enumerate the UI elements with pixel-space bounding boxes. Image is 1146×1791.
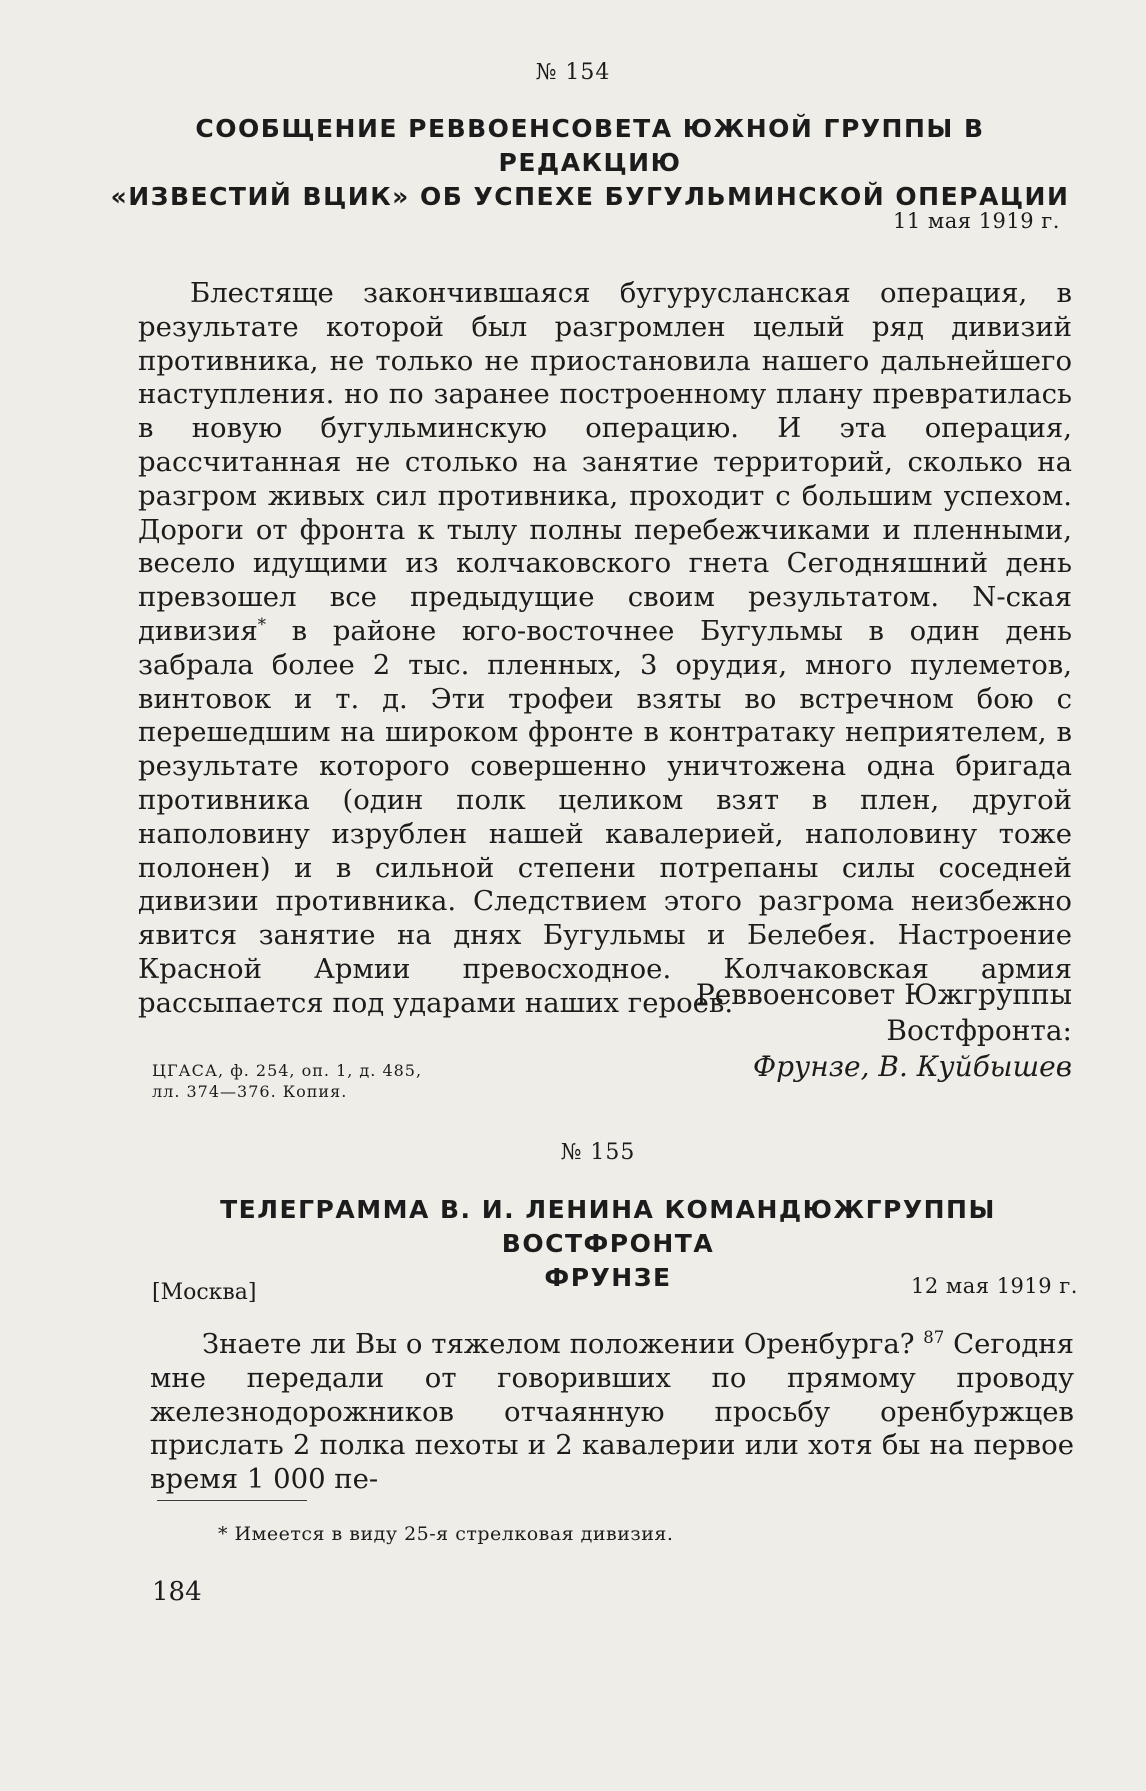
doc155-title-line1: ТЕЛЕГРАММА В. И. ЛЕНИНА КОМАНДЮЖГРУППЫ ВОСТФРОНТА	[220, 1195, 996, 1258]
doc155-text-part2: Сегодня мне передали от говоривших по прямому проводу железнодорожников отчаянную просьбу оренбуржцев прислать 2 полка пехоты и 2 кавалерии или хотя бы на первое время 1 000 пе-	[150, 1328, 1074, 1496]
signature-names: Фрунзе, В. Куйбышев	[752, 1050, 1072, 1083]
doc154-archive-reference	[152, 1060, 572, 1102]
doc154-title-line2: «ИЗВЕСТИЙ ВЦИК» ОБ УСПЕХЕ БУГУЛЬМИНСКОЙ ОПЕРАЦИИ	[110, 182, 1070, 211]
doc154-text-part2: в районе юго-восточнее Бугульмы в один день забрала более 2 тыс. пленных, 3 орудия, много пулеметов, винтовок и т. д. Эти трофеи взяты во встречном бою с перешедшим на широком фронте в контратаку неприятелем, в результате которого совершенно уничтожена одна бригада противника (один полк целиком взят в плен, другой наполовину изрублен нашей кавалерией, наполовину тоже полонен) и в сильной степени потрепаны силы соседней дивизии противника. Следствием этого разгрома неизбежно явится занятие на днях Бугульмы и Белебея. Настроение Красной Армии превосходное. Колчаковская армия рассыпается под ударами наших героев.	[138, 614, 1072, 1019]
archive-line-2: лл. 374—376. Копия.	[152, 1082, 348, 1101]
doc155-text-part1: Знаете ли Вы о тяжелом положении Оренбурга?	[202, 1328, 915, 1360]
doc154-body-text	[138, 277, 1072, 1021]
doc155-body-text	[150, 1328, 1074, 1497]
doc155-number: № 155	[560, 1140, 636, 1165]
footnote-text: * Имеется в виду 25-я стрелковая дивизия.	[218, 1523, 674, 1545]
doc155-title-line2: ФРУНЗЕ	[544, 1263, 672, 1292]
footnote-marker: *	[257, 614, 266, 634]
page-number: 184	[152, 1577, 202, 1607]
archive-line-1: ЦГАСА, ф. 254, оп. 1, д. 485,	[152, 1061, 423, 1080]
doc155-date: 12 мая 1919 г.	[911, 1274, 1078, 1298]
doc154-date: 11 мая 1919 г.	[893, 209, 1060, 233]
endnote-ref: 87	[923, 1327, 945, 1347]
doc154-text-part1: Блестяще закончившаяся бугурусланская операция, в результате которой был разгромлен целый ряд дивизий противника, не только не приостановила нашего дальнейшего наступления. но по заранее построенному плану превратилась в новую бугульминскую операцию. И эта операция, рассчитанная не столько на занятие территорий, сколько на разгром живых сил противника, проходит с большим успехом. Дороги от фронта к тылу полны перебежчиками и пленными, весело идущими из колчаковского гнета Сегодняшний день превзошел все предыдущие своим результатом. N-ская дивизия	[138, 277, 1072, 647]
doc154-title-line1: СООБЩЕНИЕ РЕВВОЕНСОВЕТА ЮЖНОЙ ГРУППЫ В РЕДАКЦИЮ	[195, 114, 985, 177]
doc154-number: № 154	[535, 60, 611, 85]
doc154-signature	[600, 977, 1072, 1085]
signature-council: Реввоенсовет Южгруппы Востфронта:	[695, 978, 1072, 1047]
footnote-divider	[157, 1500, 307, 1501]
doc154-title	[110, 112, 1070, 214]
doc155-place: [Москва]	[152, 1280, 257, 1305]
